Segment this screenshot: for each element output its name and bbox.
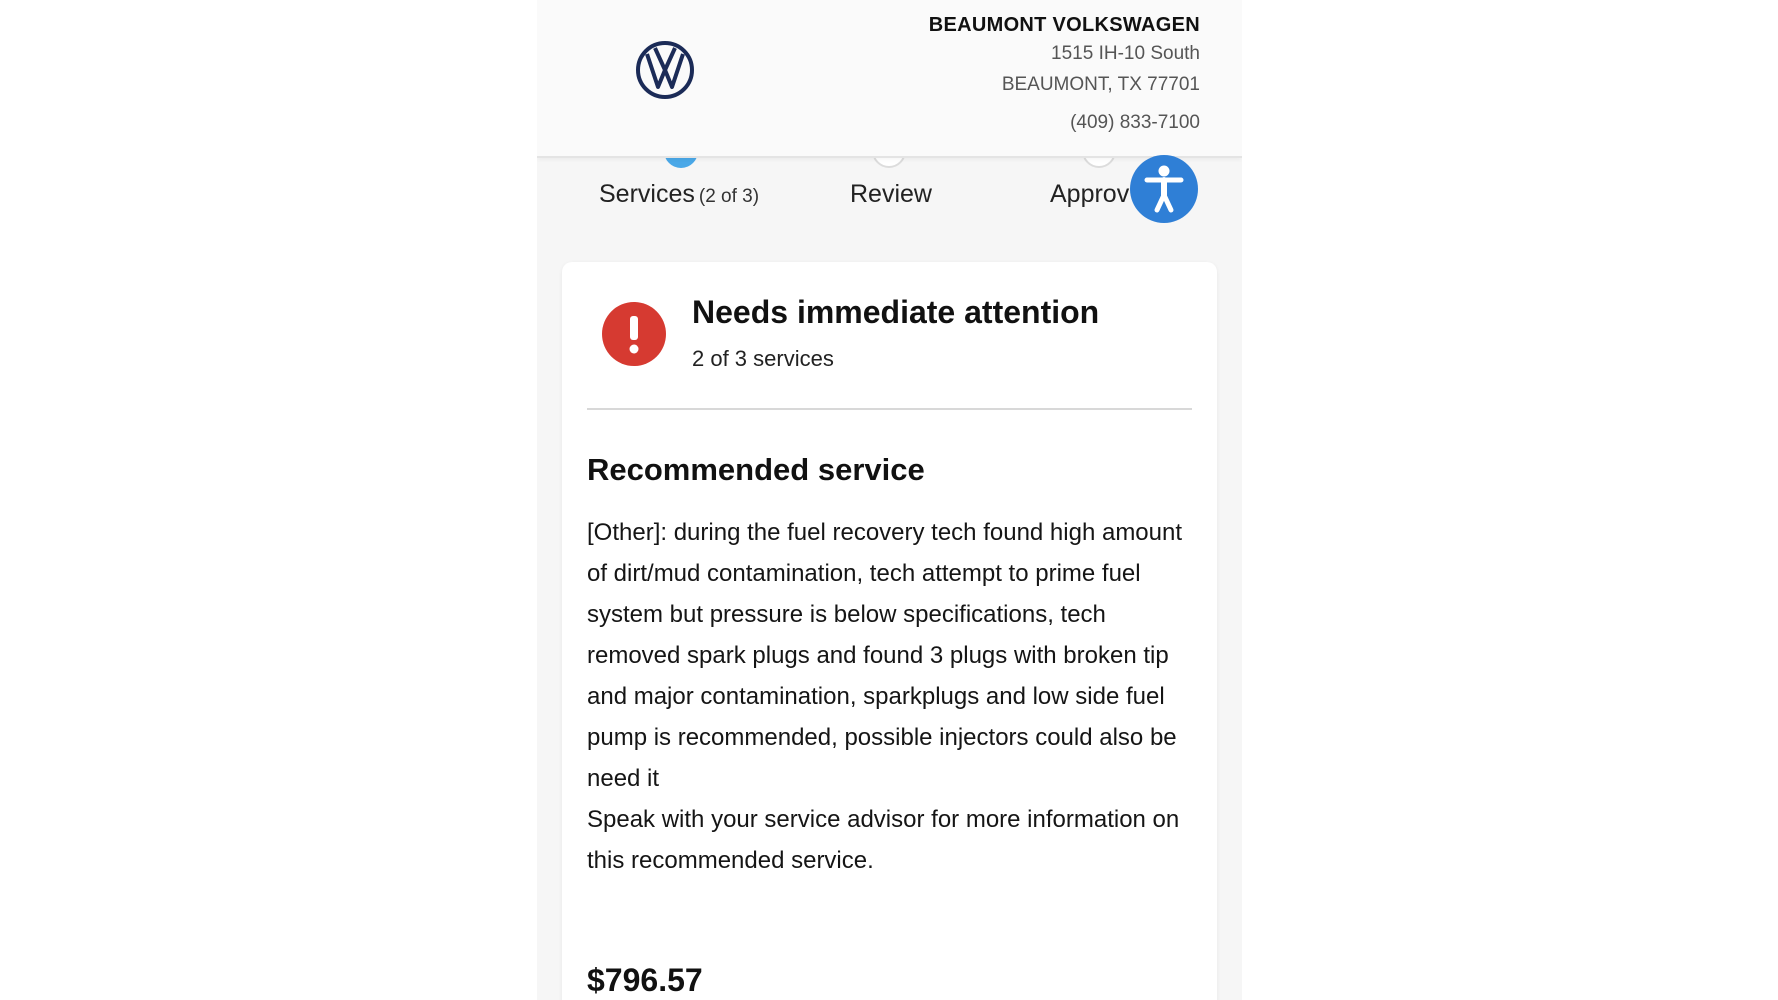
dealer-name: BEAUMONT VOLKSWAGEN bbox=[928, 14, 1200, 36]
step-services-label: Services bbox=[599, 180, 695, 208]
dealer-address-line2: BEAUMONT, TX 77701 bbox=[1001, 74, 1200, 95]
vw-logo-icon bbox=[635, 40, 695, 100]
alert-title: Needs immediate attention bbox=[692, 294, 1100, 330]
service-approval-screen bbox=[537, 0, 1242, 1000]
exclamation-icon bbox=[602, 302, 666, 366]
alert-subtitle: 2 of 3 services bbox=[692, 346, 834, 371]
step-services[interactable] bbox=[599, 180, 759, 209]
divider bbox=[587, 408, 1192, 410]
dealer-phone[interactable]: (409) 833-7100 bbox=[1070, 112, 1200, 133]
service-card bbox=[562, 262, 1217, 1000]
dealer-header bbox=[537, 0, 1242, 158]
dealer-info bbox=[929, 12, 1200, 136]
recommended-service-heading: Recommended service bbox=[587, 452, 925, 487]
step-services-count: (2 of 3) bbox=[698, 186, 760, 207]
step-review[interactable] bbox=[850, 180, 932, 209]
step-review-label: Review bbox=[850, 180, 932, 208]
accessibility-button[interactable] bbox=[1130, 155, 1198, 223]
accessibility-person-icon bbox=[1130, 155, 1198, 223]
service-description: [Other]: during the fuel recovery tech found high amount of dirt/mud contamination, tech attempt to prime fuel system but pressure is below specifications, tech removed spark plugs and found 3 plugs with broken tip and major contamination, sparkplugs and low side fuel pump is recommended, possible injectors could also be need it Speak with your service advisor for more information on this recommended service. bbox=[587, 519, 1183, 874]
step-approve-label: Approv bbox=[1050, 180, 1130, 208]
step-approve[interactable] bbox=[1050, 180, 1129, 209]
service-price: $796.57 bbox=[587, 962, 703, 998]
dealer-address-line1: 1515 IH-10 South bbox=[1051, 43, 1200, 64]
